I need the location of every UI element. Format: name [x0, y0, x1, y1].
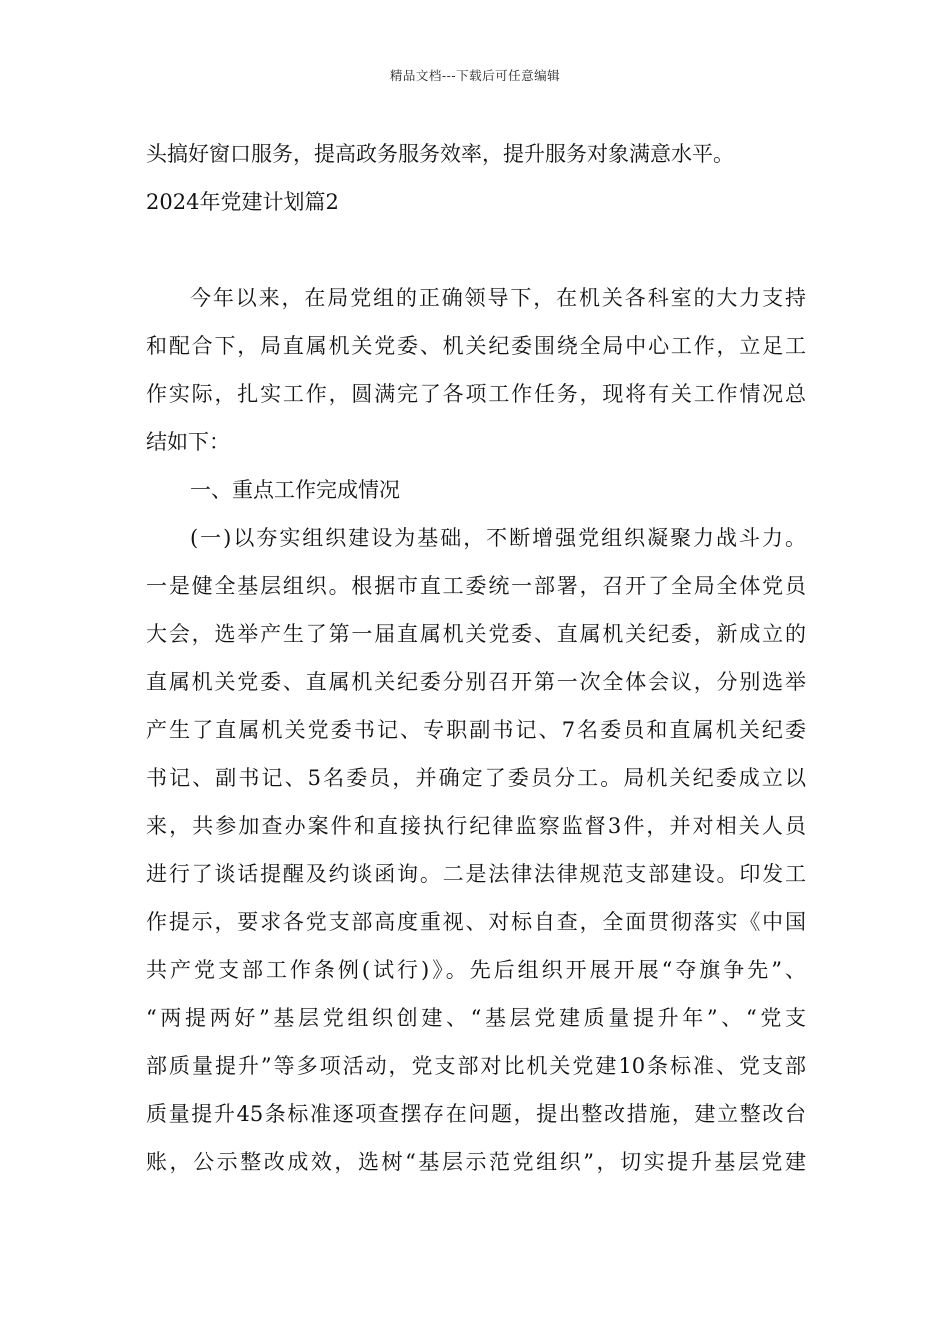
page-header: 精品文档---下载后可任意编辑 [389, 68, 561, 83]
body-text-line: 一是健全基层组织。根据市直工委统一部署，召开了全局全体党员 [146, 574, 806, 598]
body-text-line: 进行了谈话提醒及约谈函询。二是法律法律规范支部建设。印发工 [146, 862, 806, 886]
body-text-line: 产生了直属机关党委书记、专职副书记、7名委员和直属机关纪委 [146, 718, 806, 742]
body-text-line: 部质量提升”等多项活动，党支部对比机关党建10条标准、党支部 [146, 1054, 806, 1078]
document-body [146, 130, 806, 1186]
text-line-continuation: 头搞好窗口服务，提高政务服务效率，提升服务对象满意水平。 [146, 142, 734, 166]
body-text-line: 质量提升45条标准逐项查摆存在问题，提出整改措施，建立整改台 [146, 1102, 806, 1126]
subheading-organization: (一)以夯实组织建设为基础，不断增强党组织凝聚力战斗力。 [190, 526, 806, 550]
section-title: 2024年党建计划篇2 [146, 190, 339, 214]
body-text-line: 作提示，要求各党支部高度重视、对标自查，全面贯彻落实《中国 [146, 910, 806, 934]
body-text-line: 账，公示整改成效，选树“基层示范党组织”，切实提升基层党建 [146, 1150, 806, 1174]
blank-line [146, 226, 806, 274]
paragraph-intro-line: 今年以来，在局党组的正确领导下，在机关各科室的大力支持 [190, 286, 806, 310]
body-text-line: “两提两好”基层党组织创建、“基层党建质量提升年”、“党支 [146, 1006, 806, 1030]
body-text-line: 书记、副书记、5名委员，并确定了委员分工。局机关纪委成立以 [146, 766, 806, 790]
body-text-line: 大会，选举产生了第一届直属机关党委、直属机关纪委，新成立的 [146, 622, 806, 646]
body-text-line: 直属机关党委、直属机关纪委分别召开第一次全体会议，分别选举 [146, 670, 806, 694]
paragraph-intro-line: 作实际，扎实工作，圆满完了各项工作任务，现将有关工作情况总 [146, 382, 806, 406]
body-text-line: 共产党支部工作条例(试行)》。先后组织开展开展“夺旗争先”、 [146, 958, 806, 982]
paragraph-intro-line: 结如下： [146, 430, 230, 454]
heading-key-work: 一、重点工作完成情况 [190, 478, 400, 502]
paragraph-intro-line: 和配合下，局直属机关党委、机关纪委围绕全局中心工作，立足工 [146, 334, 806, 358]
body-text-line: 来，共参加查办案件和直接执行纪律监察监督3件，并对相关人员 [146, 814, 806, 838]
